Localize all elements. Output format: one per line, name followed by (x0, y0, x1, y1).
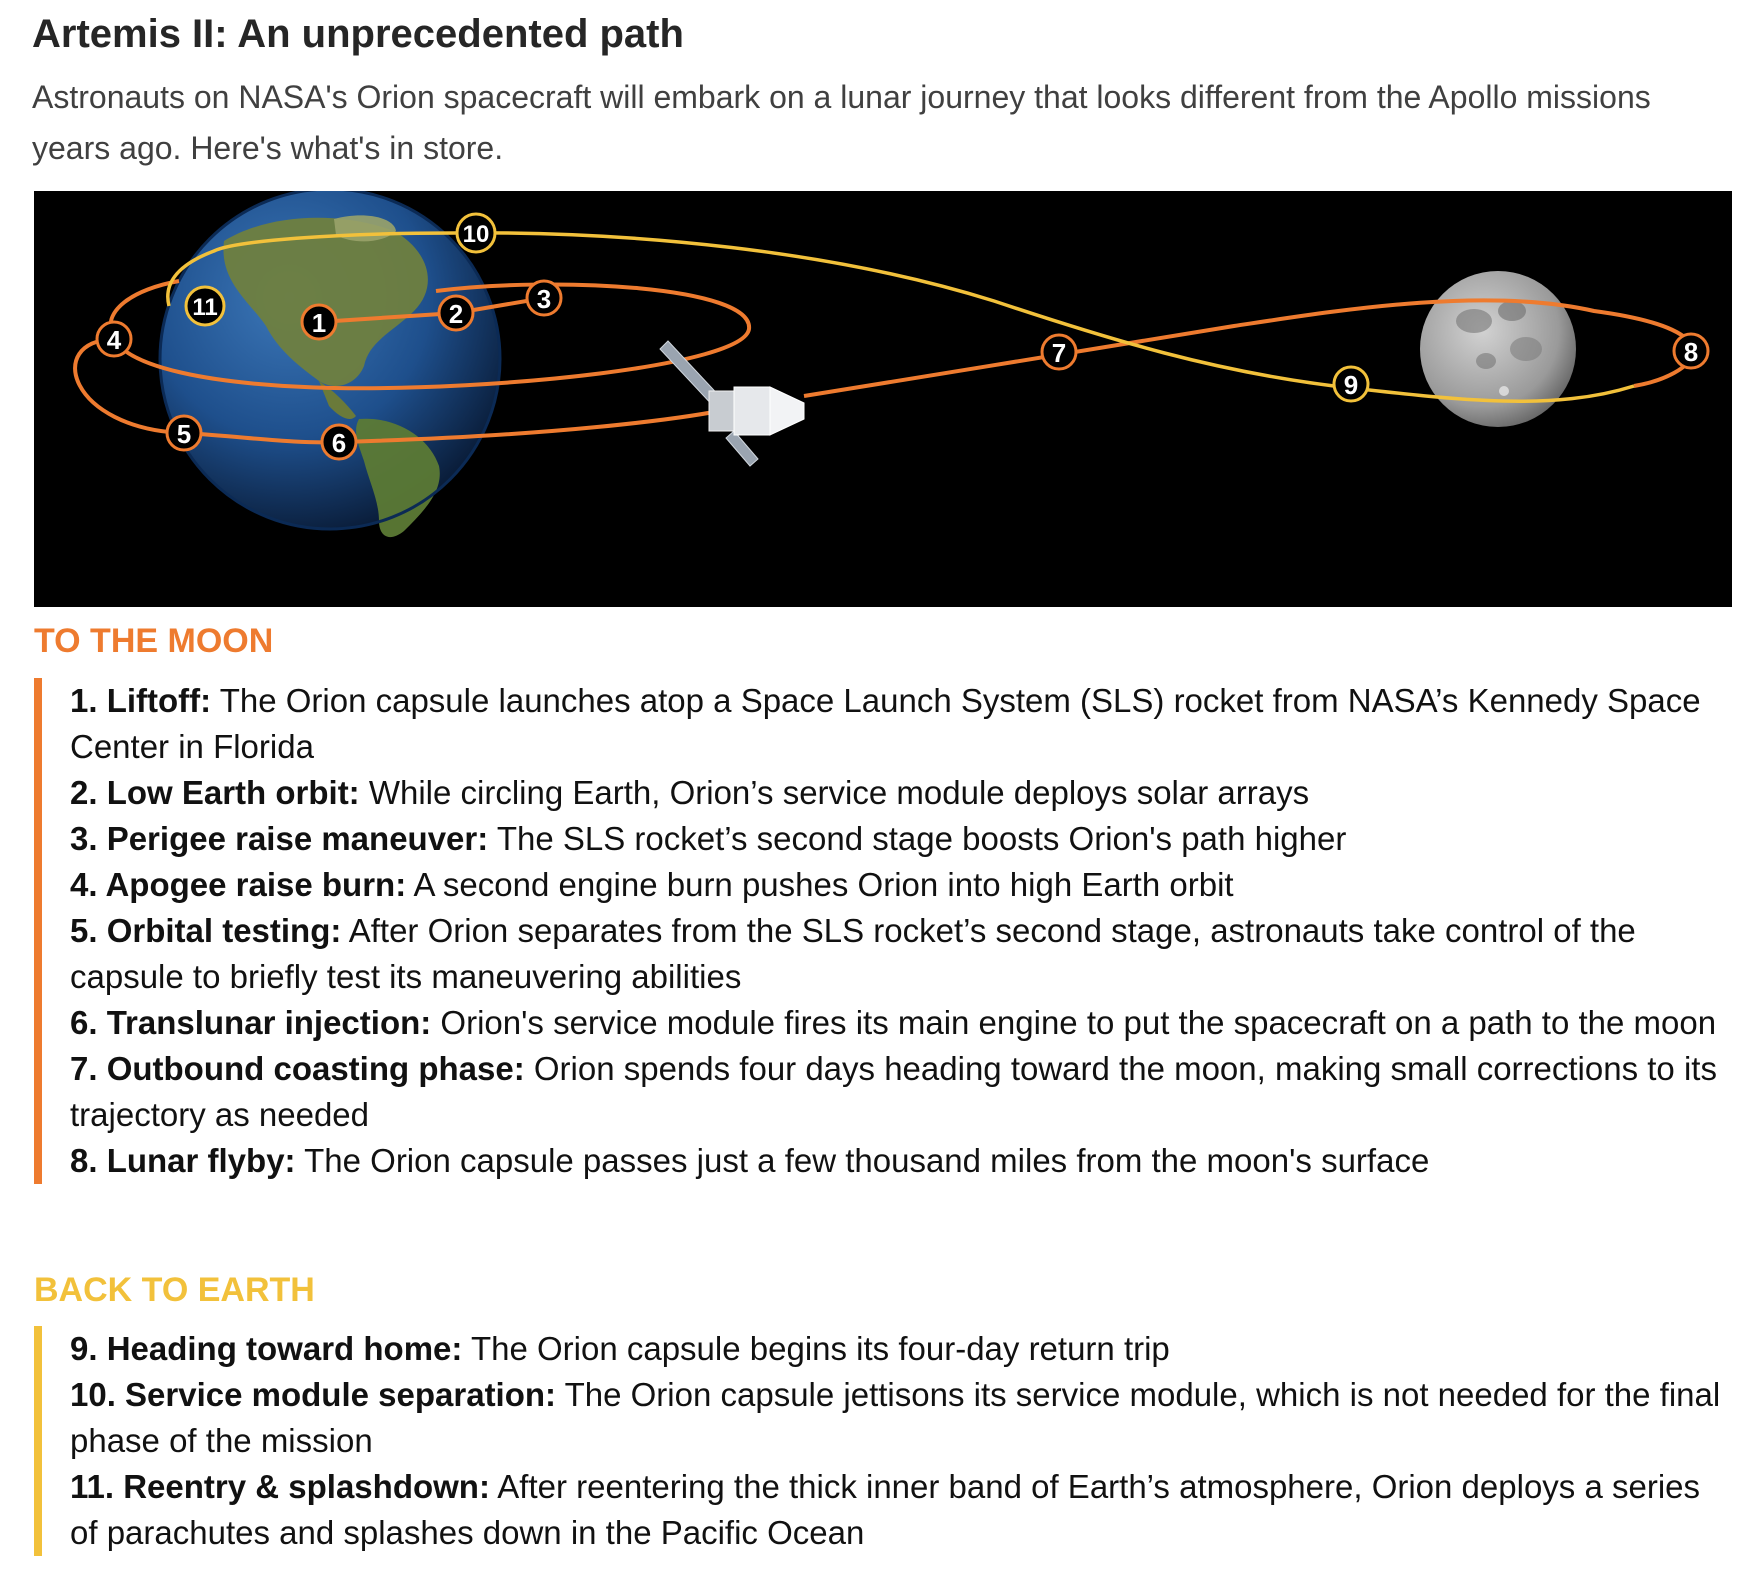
step-10-label: 10. Service module separation: (70, 1376, 557, 1413)
step-7 (70, 1046, 1734, 1138)
step-4-label: 4. Apogee raise burn: (70, 866, 407, 903)
step-3-text: The SLS rocket’s second stage boosts Orion's path higher (488, 820, 1347, 857)
marker-4 (97, 322, 131, 356)
marker-3 (527, 281, 561, 315)
step-3-label: 3. Perigee raise maneuver: (70, 820, 489, 857)
step-8 (70, 1138, 1734, 1184)
step-6 (70, 1000, 1734, 1046)
step-11-text: After reentering the thick inner band of Earth’s atmosphere, Orion deploys a series of parachutes and splashes down in the Pacific Ocean (70, 1468, 1701, 1551)
orion-spacecraft (660, 341, 804, 466)
step-1-label: 1. Liftoff: (70, 682, 212, 719)
marker-7-label: 7 (1051, 338, 1067, 368)
step-9-text: The Orion capsule begins its four-day return trip (462, 1330, 1170, 1367)
to-the-moon-heading: TO THE MOON (34, 622, 274, 660)
page-subtitle: Astronauts on NASA's Orion spacecraft will embark on a lunar journey that looks different from the Apollo missions years ago. Here's what's in store. (32, 79, 1651, 166)
back-to-earth-list (34, 1326, 1734, 1556)
marker-7 (1042, 335, 1076, 369)
marker-8-label: 8 (1683, 337, 1699, 367)
marker-6-label: 6 (331, 428, 347, 458)
step-7-text: Orion spends four days heading toward the moon, making small corrections to its trajectory as needed (70, 1050, 1717, 1133)
step-6-text: Orion's service module fires its main engine to put the spacecraft on a path to the moon (431, 1004, 1717, 1041)
step-6-label: 6. Translunar injection: (70, 1004, 432, 1041)
to-the-moon-list (34, 678, 1734, 1184)
marker-10 (457, 214, 495, 252)
marker-1 (302, 305, 336, 339)
marker-10-label: 10 (462, 221, 490, 248)
step-2-text: While circling Earth, Orion’s service module deploys solar arrays (359, 774, 1310, 811)
step-9 (70, 1326, 1734, 1372)
step-9-label: 9. Heading toward home: (70, 1330, 463, 1367)
moon (1420, 271, 1576, 427)
marker-9 (1334, 367, 1368, 401)
step-2-label: 2. Low Earth orbit: (70, 774, 360, 811)
marker-11 (186, 287, 224, 325)
step-10 (70, 1372, 1734, 1464)
step-11-label: 11. Reentry & splashdown: (70, 1468, 490, 1505)
marker-11-label: 11 (192, 294, 218, 321)
marker-6 (322, 425, 356, 459)
step-5-label: 5. Orbital testing: (70, 912, 342, 949)
step-3 (70, 816, 1734, 862)
page-title: Artemis II: An unprecedented path (32, 12, 684, 56)
marker-1-label: 1 (311, 308, 327, 338)
step-1-text: The Orion capsule launches atop a Space Launch System (SLS) rocket from NASA’s Kennedy Space Center in Florida (70, 682, 1701, 765)
marker-4-label: 4 (106, 325, 122, 355)
step-1 (70, 678, 1734, 770)
step-2 (70, 770, 1734, 816)
marker-3-label: 3 (536, 284, 552, 314)
marker-2 (439, 296, 473, 330)
back-to-earth-heading: BACK TO EARTH (34, 1271, 315, 1309)
step-4-text: A second engine burn pushes Orion into high Earth orbit (406, 866, 1234, 903)
step-4 (70, 862, 1734, 908)
step-8-text: The Orion capsule passes just a few thousand miles from the moon's surface (295, 1142, 1430, 1179)
step-10-text: The Orion capsule jettisons its service module, which is not needed for the final phase of the mission (70, 1376, 1721, 1459)
step-5 (70, 908, 1734, 1000)
step-8-label: 8. Lunar flyby: (70, 1142, 296, 1179)
marker-8 (1674, 334, 1708, 368)
marker-5 (167, 416, 201, 450)
step-5-text: After Orion separates from the SLS rocket’s second stage, astronauts take control of the capsule to briefly test its maneuvering abilities (70, 912, 1636, 995)
marker-9-label: 9 (1343, 370, 1359, 400)
step-11 (70, 1464, 1734, 1556)
step-7-label: 7. Outbound coasting phase: (70, 1050, 525, 1087)
marker-2-label: 2 (448, 299, 464, 329)
mission-path-diagram (34, 191, 1732, 607)
earth-globe (160, 191, 500, 537)
marker-5-label: 5 (176, 419, 192, 449)
